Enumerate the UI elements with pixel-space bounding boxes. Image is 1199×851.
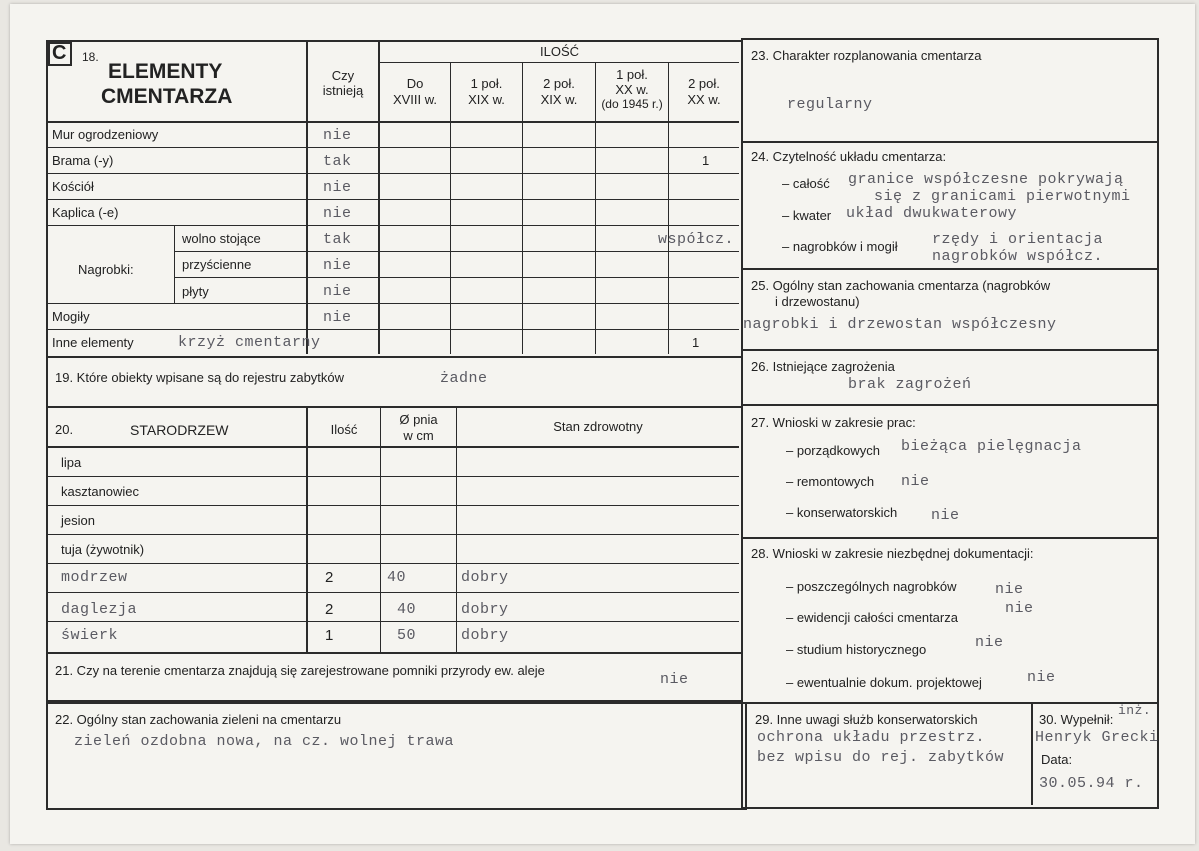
col-xx1-l2: XX w. [615, 82, 649, 97]
tree-modrzew-diam: 40 [387, 569, 407, 586]
section-29-value-2: bez wpisu do rej. zabytków [757, 749, 1005, 766]
tree-kasztanowiec: kasztanowiec [61, 484, 140, 499]
other-quantity-xx2: 1 [692, 335, 700, 350]
filler-title: inż. [1118, 703, 1152, 718]
tree-daglezja-diam: 40 [397, 601, 417, 618]
section-25-label-2: i drzewostanu) [775, 294, 860, 309]
section-24-label: 24. Czytelność układu cmentarza: [751, 149, 947, 164]
docs-history-label: – studium historycznego [786, 642, 927, 657]
works-conservation-value: nie [931, 507, 960, 524]
row-label-other: Inne elementy [52, 335, 134, 350]
tree-jesion: jesion [61, 513, 95, 528]
docs-history-value: nie [975, 634, 1004, 651]
col-xx1-l1: 1 poł. [616, 67, 648, 82]
docs-project-label: – ewentualnie dokum. projektowej [786, 675, 982, 690]
legibility-whole-value-1: granice współczesne pokrywają [848, 171, 1124, 188]
tree-daglezja-health: dobry [461, 601, 509, 618]
section-20-frame [46, 406, 743, 654]
tree-daglezja: daglezja [61, 601, 138, 618]
works-cleanup-label: – porządkowych [786, 443, 880, 458]
row-label-church: Kościół [52, 179, 94, 194]
section-28-label: 28. Wnioski w zakresie niezbędnej dokumentacji: [751, 546, 1034, 561]
trees-col-diam-1: Ø pnia [399, 412, 438, 427]
section-26-value: brak zagrożeń [848, 376, 972, 393]
tree-daglezja-qty: 2 [325, 601, 334, 618]
col-xviii-l2: XVIII w. [392, 92, 438, 107]
section-23-value: regularny [787, 96, 873, 113]
section-23-label: 23. Charakter rozplanowania cmentarza [751, 48, 982, 63]
date-value: 30.05.94 r. [1039, 775, 1144, 792]
section-22-value: zieleń ozdobna nowa, na cz. wolnej trawa [74, 733, 455, 750]
exists-chapel: nie [323, 205, 352, 222]
section-20-number: 20. [55, 422, 74, 437]
section-26-label: 26. Istniejące zagrożenia [751, 359, 895, 374]
exists-church: nie [323, 179, 352, 196]
tree-swierk: świerk [61, 627, 119, 644]
row-label-nagrobki: Nagrobki: [78, 262, 134, 277]
docs-graves-label: – poszczególnych nagrobków [786, 579, 957, 594]
section-20-title: STARODRZEW [130, 422, 229, 438]
row-label-mounds: Mogiły [52, 309, 90, 324]
section-18-title-1: ELEMENTY [108, 60, 223, 83]
section-21-label: 21. Czy na terenie cmentarza znajdują się zarejestrowane pomniki przyrody ew. aleje [55, 663, 545, 678]
row-label-gate: Brama (-y) [52, 153, 114, 168]
legibility-graves-value-2: nagrobków współcz. [932, 248, 1104, 265]
works-cleanup-value: bieżąca pielęgnacja [901, 438, 1082, 455]
col-xix2-l1: 2 poł. [543, 76, 575, 91]
section-25-value: nagrobki i drzewostan współczesny [743, 316, 1057, 333]
date-label: Data: [1041, 752, 1073, 767]
section-18-title-2: CMENTARZA [101, 85, 233, 108]
docs-registry-label: – ewidencji całości cmentarza [786, 610, 958, 625]
legibility-whole-label: – całość [782, 176, 830, 191]
tree-modrzew: modrzew [61, 569, 128, 586]
section-29-label: 29. Inne uwagi służb konserwatorskich [755, 712, 978, 727]
docs-project-value: nie [1027, 669, 1056, 686]
col-xix2-l2: XIX w. [540, 92, 578, 107]
form-letter: C [52, 42, 67, 64]
section-29-value-1: ochrona układu przestrz. [757, 729, 986, 746]
row-label-chapel: Kaplica (-e) [52, 205, 119, 220]
docs-graves-value: nie [995, 581, 1024, 598]
exists-wall-mounted: nie [323, 257, 352, 274]
trees-col-diam-2: w cm [403, 428, 434, 443]
other-elements-value: krzyż cmentarny [178, 334, 321, 351]
row-label-wall: Mur ogrodzeniowy [52, 127, 159, 142]
exists-gate: tak [323, 153, 352, 170]
exists-mounds: nie [323, 309, 352, 326]
col-xx2-l2: XX w. [687, 92, 721, 107]
col-xx1-l3: (do 1945 r.) [601, 97, 663, 111]
trees-col-qty: Ilość [330, 422, 358, 437]
trees-col-health: Stan zdrowotny [553, 419, 643, 434]
tree-swierk-qty: 1 [325, 627, 334, 644]
row-label-freestanding: wolno stojące [182, 231, 261, 246]
col-xx2-l1: 2 poł. [688, 76, 720, 91]
col-xix1-l2: XIX w. [468, 92, 505, 107]
tree-tuja: tuja (żywotnik) [61, 542, 145, 557]
tree-lipa: lipa [61, 455, 82, 470]
tree-modrzew-qty: 2 [325, 569, 334, 586]
row-label-wall-mounted: przyścienne [182, 257, 252, 272]
legibility-graves-value-1: rzędy i orientacja [932, 231, 1104, 248]
col-xviii-l1: Do [406, 76, 424, 91]
freestanding-quantity-xx2: współcz. [658, 231, 735, 248]
section-27-label: 27. Wnioski w zakresie prac: [751, 415, 916, 430]
col-xix1-l1: 1 poł. [470, 76, 503, 91]
works-renovation-label: – remontowych [786, 474, 875, 489]
legibility-graves-label: – nagrobków i mogił [782, 239, 898, 254]
section-19-value: żadne [440, 370, 488, 387]
legibility-whole-value-2: się z granicami pierwotnymi [874, 188, 1131, 205]
tree-swierk-health: dobry [461, 627, 509, 644]
exists-slabs: nie [323, 283, 352, 300]
docs-registry-value: nie [1005, 600, 1034, 617]
filler-name: Henryk Grecki [1035, 729, 1159, 746]
tree-modrzew-health: dobry [461, 569, 509, 586]
gate-quantity-xx2: 1 [702, 153, 710, 168]
works-conservation-label: – konserwatorskich [786, 505, 898, 520]
section-22-label: 22. Ogólny stan zachowania zieleni na cmentarzu [55, 712, 342, 727]
legibility-quarters-label: – kwater [782, 208, 832, 223]
legibility-quarters-value: układ dwukwaterowy [846, 205, 1018, 222]
section-21-value: nie [660, 671, 689, 688]
tree-swierk-diam: 50 [397, 627, 417, 644]
section-19-label: 19. Które obiekty wpisane są do rejestru zabytków [55, 370, 345, 385]
exists-freestanding: tak [323, 231, 352, 248]
exists-wall: nie [323, 127, 352, 144]
works-renovation-value: nie [901, 473, 930, 490]
col-exists-header-2: istnieją [322, 83, 364, 98]
quantity-header: ILOŚĆ [539, 44, 579, 59]
section-25-label-1: 25. Ogólny stan zachowania cmentarza (nagrobków [751, 278, 1051, 293]
section-30-label: 30. Wypełnił: [1039, 712, 1114, 727]
col-exists-header-1: Czy [331, 68, 355, 83]
section-18-number: 18. [82, 50, 99, 64]
row-label-slabs: płyty [182, 284, 209, 299]
